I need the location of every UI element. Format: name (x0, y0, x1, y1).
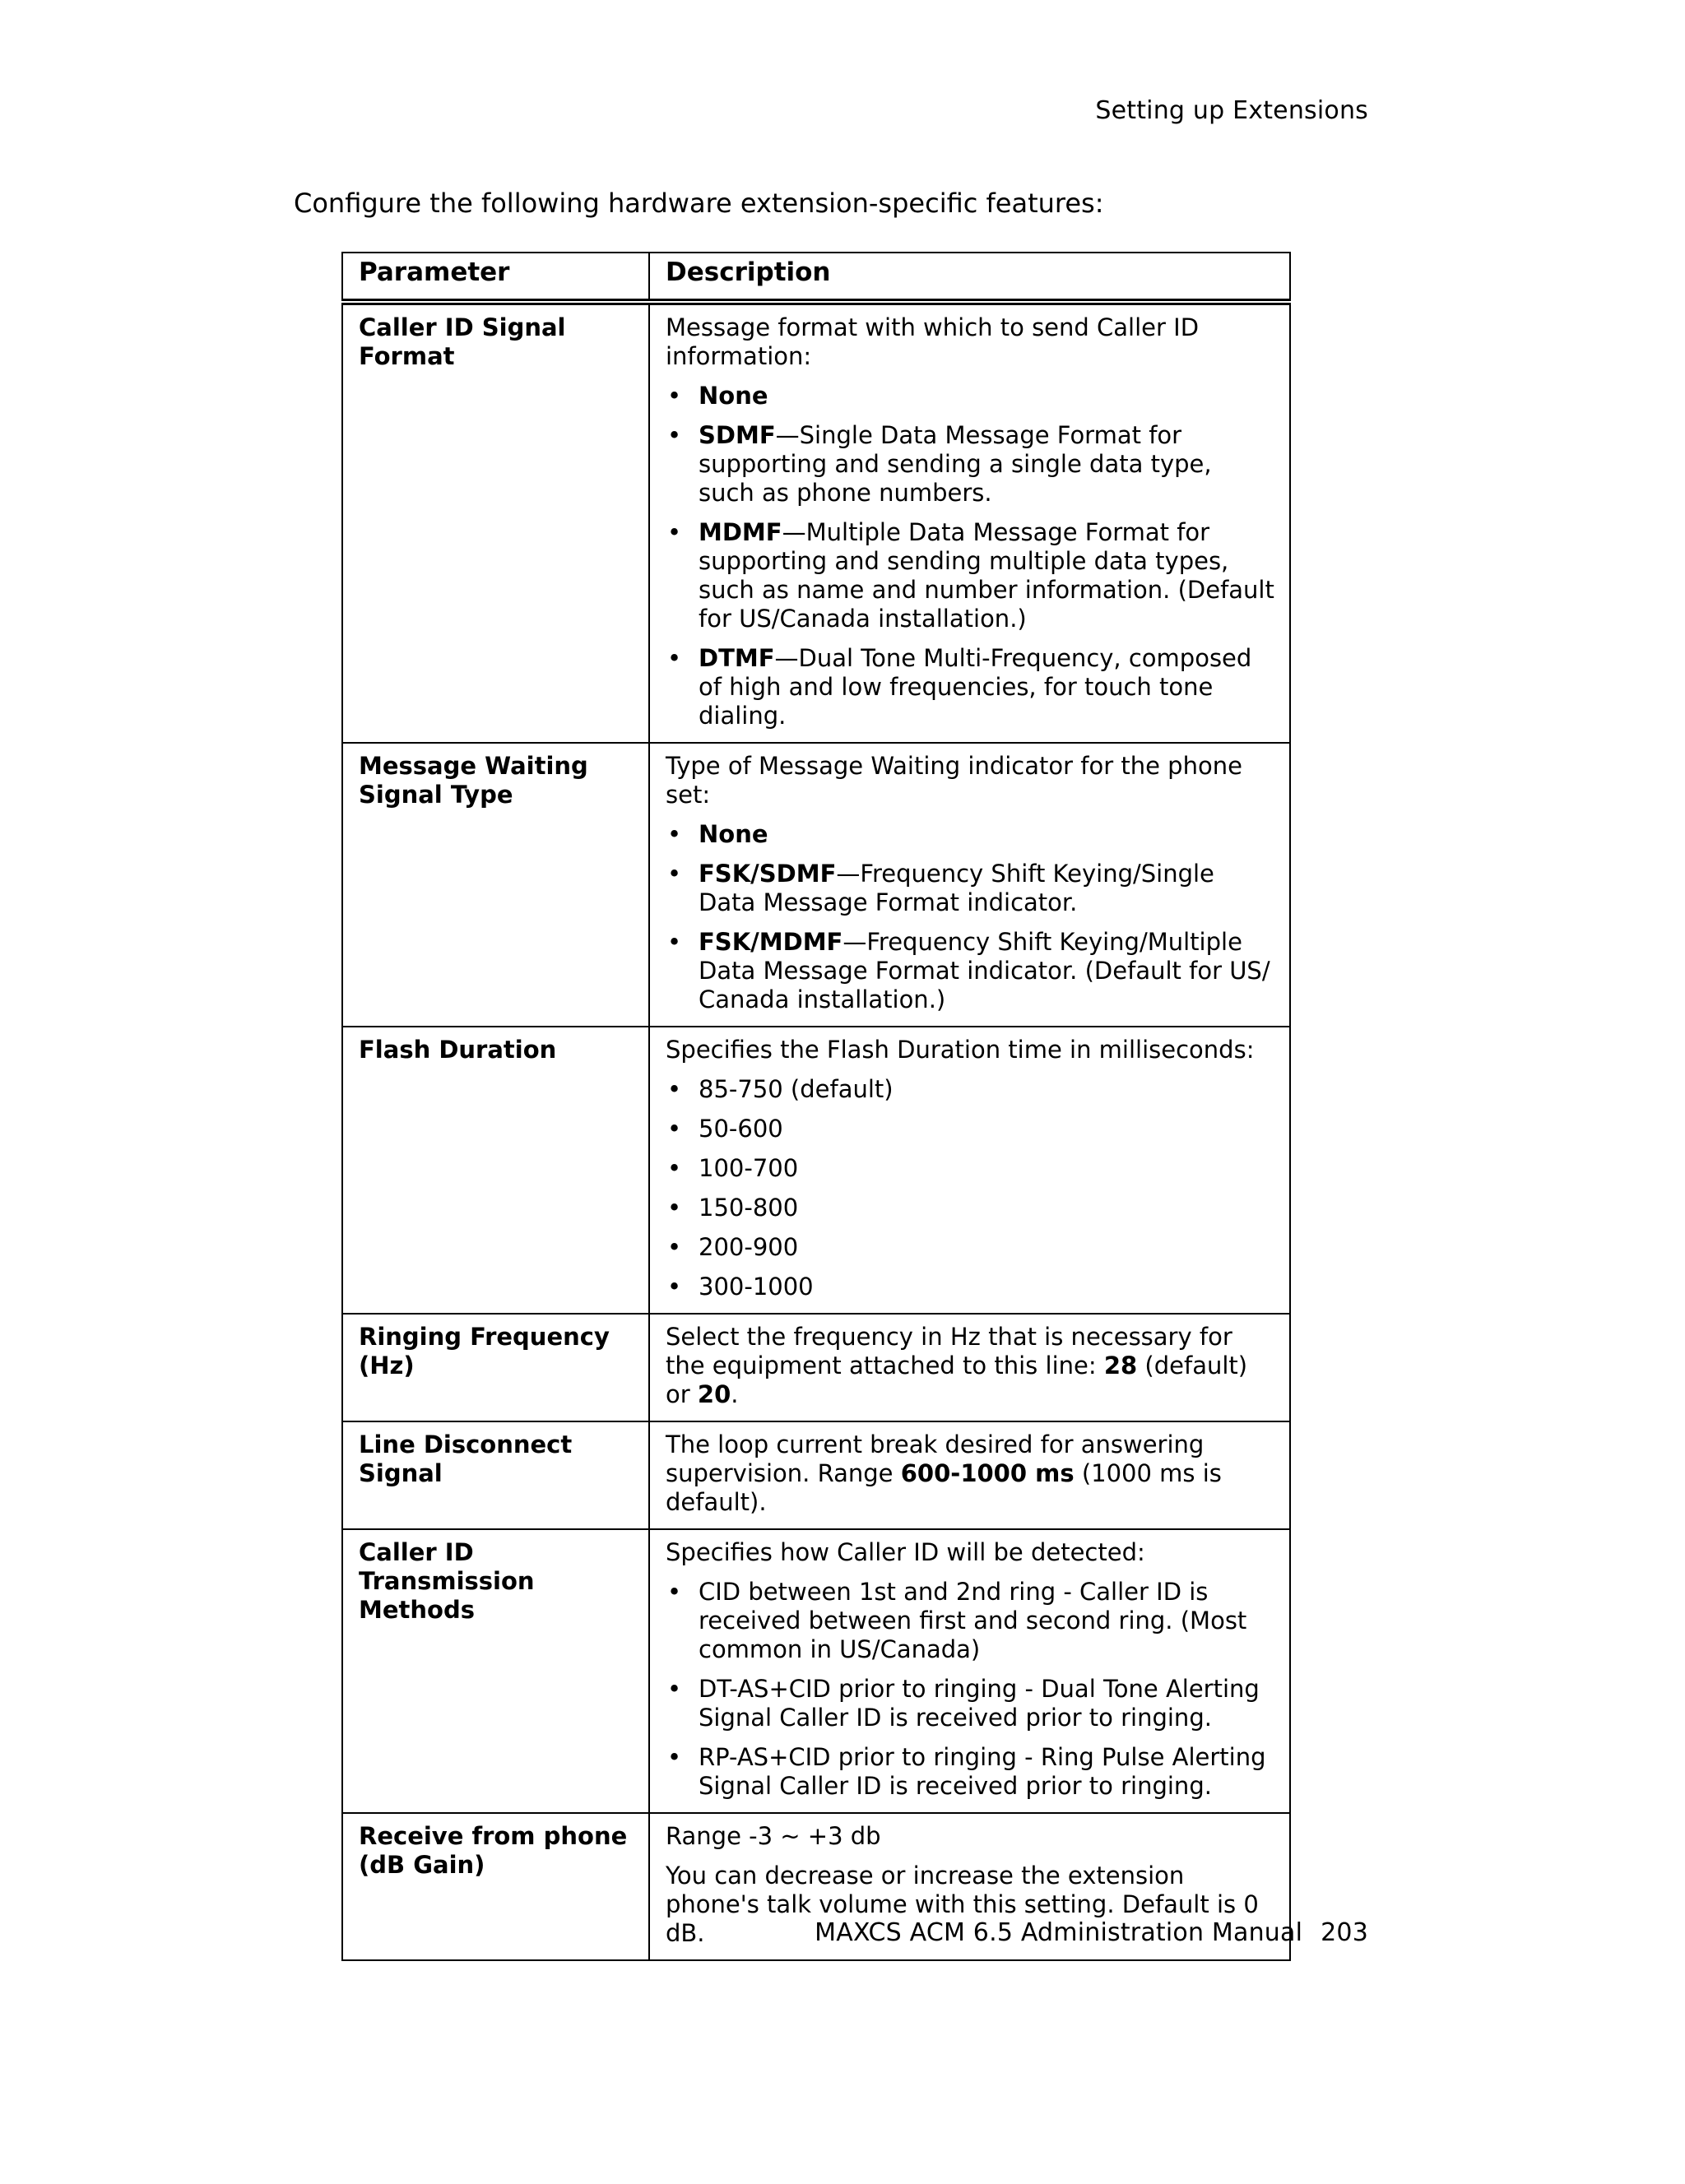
parameter-description (649, 1314, 1290, 1421)
parameter-table (341, 252, 1291, 1961)
parameter-description (649, 302, 1290, 743)
description-text: Message format with which to send Caller ID information: (666, 313, 1200, 370)
column-header-description: Description (649, 253, 1290, 302)
parameter-name: Line Disconnect Signal (342, 1421, 649, 1529)
column-header-parameter: Parameter (342, 253, 649, 302)
emphasized-value: 600-1000 ms (900, 1459, 1075, 1487)
option-name: DTMF (699, 644, 775, 672)
parameter-description (649, 743, 1290, 1027)
description-text: You can decrease or increase the extension phone's talk volume with this setting. Default is 0 dB. (666, 1862, 1259, 1947)
option-description: 200-900 (699, 1233, 799, 1261)
list-item (666, 421, 1274, 508)
text-run: (1000 ms is default). (666, 1459, 1222, 1516)
text-run: The loop current break desired for answering supervision. Range (666, 1430, 1205, 1487)
option-description: 100-700 (699, 1154, 799, 1182)
option-description: 300-1000 (699, 1273, 814, 1301)
list-item (666, 644, 1274, 730)
option-name: FSK/MDMF (699, 928, 843, 956)
list-item (666, 1675, 1274, 1732)
option-list (666, 1075, 1274, 1301)
option-description: —Multiple Data Message Format for supporting and sending multiple data types, such as name and number information. (Default for US/Canada installation.) (699, 518, 1274, 633)
table-body (342, 302, 1290, 1960)
list-item (666, 1273, 1274, 1301)
option-description: CID between 1st and 2nd ring - Caller ID is received between first and second ring. (Most common in US/Canada) (699, 1578, 1247, 1663)
option-description: —Frequency Shift Keying/Single Data Message Format indicator. (699, 860, 1214, 916)
table-row (342, 1421, 1290, 1529)
parameter-name: Ringing Frequency (Hz) (342, 1314, 649, 1421)
intro-text: Configure the following hardware extension-specific features: (294, 188, 1104, 219)
page-footer (815, 1918, 1368, 1947)
description-text: Range -3 ~ +3 db (666, 1822, 881, 1850)
description-text (666, 1430, 1274, 1517)
parameter-name: Caller ID Signal Format (342, 302, 649, 743)
list-item (666, 928, 1274, 1014)
table-row (342, 1027, 1290, 1314)
text-run: (default) or (666, 1352, 1248, 1408)
parameter-name: Message Waiting Signal Type (342, 743, 649, 1027)
option-name: MDMF (699, 518, 782, 546)
list-item (666, 518, 1274, 633)
parameter-name: Flash Duration (342, 1027, 649, 1314)
list-item (666, 1194, 1274, 1222)
list-item (666, 1115, 1274, 1143)
option-name: None (699, 382, 768, 410)
table-row (342, 1529, 1290, 1813)
option-description: 50-600 (699, 1115, 783, 1143)
option-description: 85-750 (default) (699, 1075, 894, 1103)
list-item (666, 382, 1274, 410)
list-item (666, 820, 1274, 849)
list-item (666, 860, 1274, 917)
description-text: Specifies the Flash Duration time in milliseconds: (666, 1036, 1255, 1064)
parameter-description (649, 1529, 1290, 1813)
emphasized-value: 20 (697, 1380, 731, 1408)
list-item (666, 1233, 1274, 1262)
list-item (666, 1075, 1274, 1104)
text-run: . (731, 1380, 739, 1408)
option-list (666, 382, 1274, 730)
emphasized-value: 28 (1103, 1352, 1138, 1379)
option-list (666, 820, 1274, 1014)
option-name: FSK/SDMF (699, 860, 837, 888)
parameter-description (649, 1421, 1290, 1529)
description-text (666, 1323, 1274, 1409)
table-row (342, 1314, 1290, 1421)
parameter-name: Receive from phone (dB Gain) (342, 1813, 649, 1960)
list-item (666, 1154, 1274, 1183)
list-item (666, 1743, 1274, 1801)
manual-title: MAXCS ACM 6.5 Administration Manual (815, 1918, 1303, 1947)
table-row (342, 743, 1290, 1027)
option-description: 150-800 (699, 1194, 799, 1222)
option-description: —Dual Tone Multi-Frequency, composed of high and low frequencies, for touch tone dialing. (699, 644, 1252, 730)
list-item (666, 1578, 1274, 1664)
description-text: Type of Message Waiting indicator for the phone set: (666, 752, 1242, 809)
description-text: Specifies how Caller ID will be detected: (666, 1538, 1145, 1566)
table-row (342, 302, 1290, 743)
option-description: DT-AS+CID prior to ringing - Dual Tone Alerting Signal Caller ID is received prior to ringing. (699, 1675, 1260, 1732)
option-name: SDMF (699, 421, 776, 449)
option-description: —Single Data Message Format for supporting and sending a single data type, such as phone numbers. (699, 421, 1212, 507)
option-list (666, 1578, 1274, 1801)
option-description: —Frequency Shift Keying/Multiple Data Message Format indicator. (Default for US/ Canada installation.) (699, 928, 1270, 1013)
page-header: Setting up Extensions (1095, 96, 1368, 125)
option-description: RP-AS+CID prior to ringing - Ring Pulse Alerting Signal Caller ID is received prior to ringing. (699, 1743, 1266, 1800)
option-name: None (699, 820, 768, 848)
table-header-row (342, 253, 1290, 302)
parameter-description (649, 1027, 1290, 1314)
parameter-name: Caller ID Transmission Methods (342, 1529, 649, 1813)
page-number: 203 (1321, 1918, 1368, 1947)
text-run: Select the frequency in Hz that is necessary for the equipment attached to this line: (666, 1323, 1232, 1379)
